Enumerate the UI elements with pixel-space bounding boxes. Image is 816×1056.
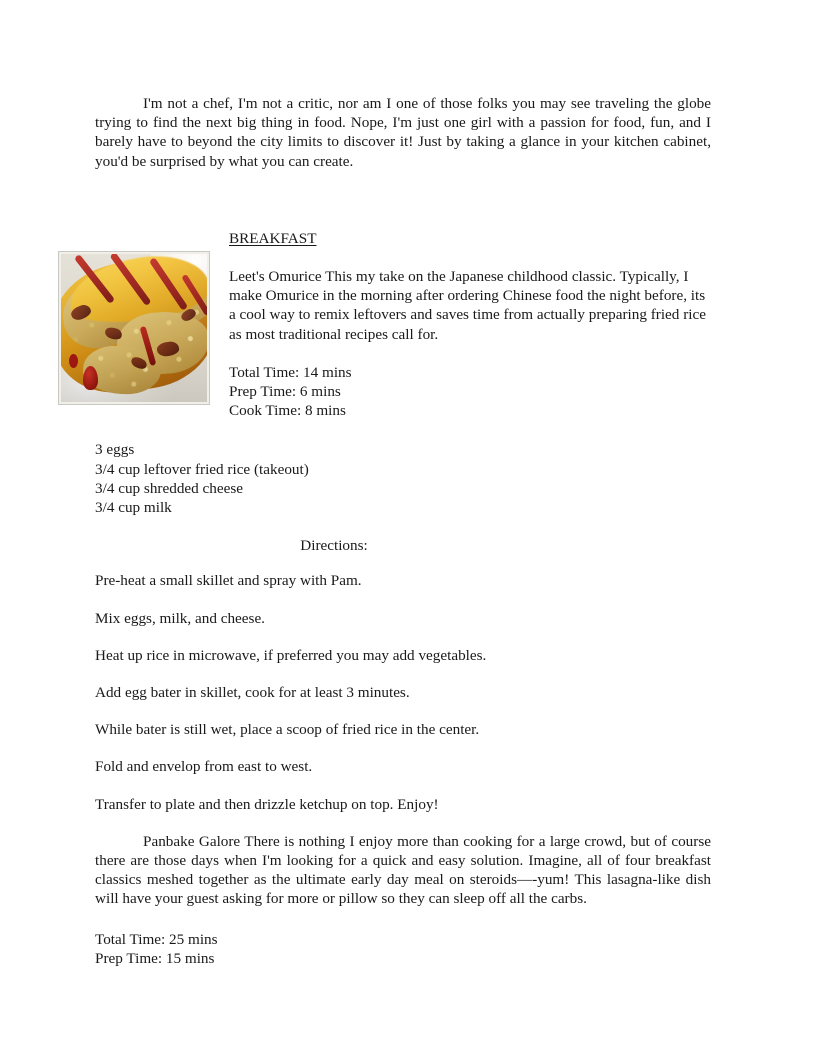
omurice-photo (58, 251, 210, 405)
ingredient-item: 3/4 cup shredded cheese (95, 479, 244, 497)
direction-step: Transfer to plate and then drizzle ketchup on top. Enjoy! (95, 795, 439, 813)
panbake-description: Panbake Galore There is nothing I enjoy more than cooking for a large crowd, but of course there are those days when I'm looking for a quick and easy solution. Imagine, all of four breakfast classics meshed together as the ultimate early day meal on steroids—-yum! This lasagna-like dish will have your guest asking for more or pillow so they can sleep off all the carbs. (95, 832, 711, 908)
breakfast-section (95, 229, 711, 421)
document-content (95, 94, 711, 968)
panbake-total-time: Total Time: 25 mins (95, 930, 218, 948)
direction-step: Add egg bater in skillet, cook for at least 3 minutes. (95, 684, 410, 702)
omurice-times (229, 363, 711, 421)
breakfast-heading: BREAKFAST (229, 229, 317, 247)
photo-shading (61, 254, 207, 402)
intro-paragraph: I'm not a chef, I'm not a critic, nor am I one of those folks you may see traveling the globe trying to find the next big thing in food. Nope, I'm just one girl with a passion for food, fun, and I barely have to beyond the city limits to discover it! Just by taking a glance in your kitchen cabinet, you'd be surprised by what you can create. (95, 95, 711, 170)
omurice-prep-time: Prep Time: 6 mins (229, 383, 341, 401)
breakfast-text-column (229, 229, 711, 421)
direction-step: While bater is still wet, place a scoop of fried rice in the center. (95, 721, 480, 739)
ingredient-item: 3 eggs (95, 441, 135, 459)
panbake-times (95, 930, 711, 968)
direction-step: Heat up rice in microwave, if preferred you may add vegetables. (95, 646, 487, 664)
direction-step: Pre-heat a small skillet and spray with Pam. (95, 572, 362, 590)
omurice-description: Leet's Omurice This my take on the Japanese childhood classic. Typically, I make Omurice in the morning after ordering Chinese food the night before, its a cool way to remix leftovers and saves time from actually preparing fried rice as most traditional recipes call for. (229, 268, 706, 343)
omurice-ingredients (95, 440, 711, 517)
direction-step: Mix eggs, milk, and cheese. (95, 609, 265, 627)
omurice-directions (95, 571, 711, 813)
directions-label: Directions: (300, 537, 368, 555)
ingredient-item: 3/4 cup leftover fried rice (takeout) (95, 460, 309, 478)
photo-inner (61, 254, 207, 402)
ingredient-item: 3/4 cup milk (95, 499, 172, 517)
panbake-prep-time: Prep Time: 15 mins (95, 949, 215, 967)
direction-step: Fold and envelop from east to west. (95, 758, 313, 776)
omurice-cook-time: Cook Time: 8 mins (229, 402, 346, 420)
omurice-total-time: Total Time: 14 mins (229, 363, 352, 381)
